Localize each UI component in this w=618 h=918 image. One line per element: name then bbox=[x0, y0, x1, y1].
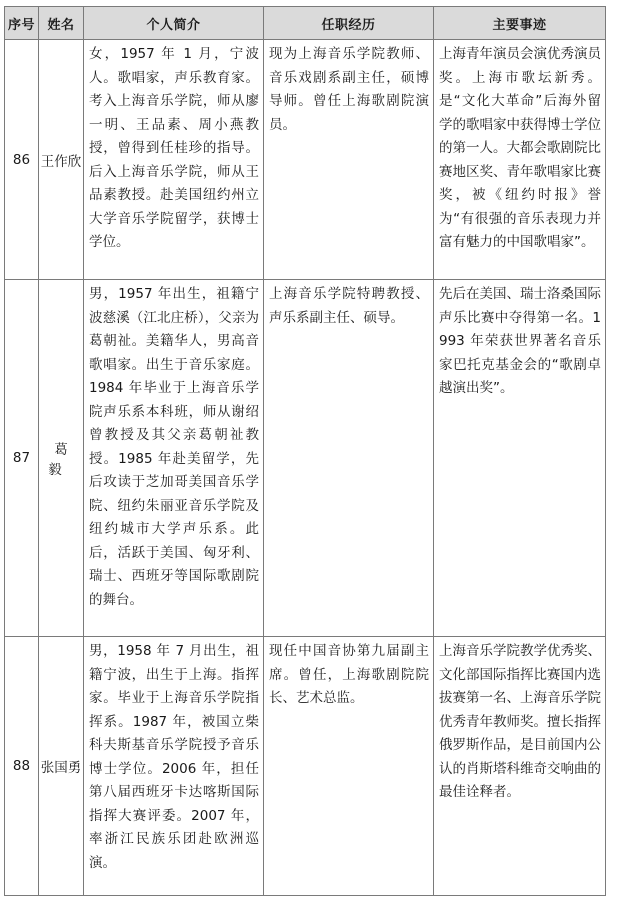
row-num: 88 bbox=[5, 637, 39, 896]
row-name: 张国勇 bbox=[39, 637, 84, 896]
row-achievements: 上海青年演员会演优秀演员奖。上海市歌坛新秀。是“文化大革命”后海外留学的歌唱家中获得博士学位的第一人。大都会歌剧院比赛地区奖、青年歌唱家比赛奖，被《纽约时报》誉为“有很强的音乐表现力并富有魅力的中国歌唱家”。 bbox=[439, 46, 601, 250]
row-name: 王作欣 bbox=[39, 40, 84, 280]
table-row bbox=[5, 40, 606, 280]
row-achievements: 先后在美国、瑞士洛桑国际声乐比赛中夺得第一名。1993 年荣获世界著名音乐家巴托克基金会的“歌剧卓越演出奖”。 bbox=[439, 286, 601, 396]
row-career: 上海音乐学院特聘教授、声乐系副主任、硕导。 bbox=[269, 286, 429, 326]
header-bio: 个人简介 bbox=[84, 7, 264, 40]
row-name: 葛 毅 bbox=[39, 280, 84, 637]
row-bio-cell bbox=[84, 637, 264, 896]
table-row bbox=[5, 637, 606, 896]
table-row bbox=[5, 280, 606, 637]
row-career-cell bbox=[264, 40, 434, 280]
row-bio-cell bbox=[84, 280, 264, 637]
row-num: 86 bbox=[5, 40, 39, 280]
row-career: 现任中国音协第九届副主席。曾任，上海歌剧院院长、艺术总监。 bbox=[269, 643, 429, 706]
row-num: 87 bbox=[5, 280, 39, 637]
row-achievements: 上海音乐学院教学优秀奖、文化部国际指挥比赛国内选拔赛第一名、上海音乐学院优秀青年教师奖。擅长指挥俄罗斯作品，是目前国内公认的肖斯塔科维奇交响曲的最佳诠释者。 bbox=[439, 643, 601, 800]
row-career: 现为上海音乐学院教师、音乐戏剧系副主任，硕博导师。曾任上海歌剧院演员。 bbox=[269, 46, 429, 133]
header-num: 序号 bbox=[5, 7, 39, 40]
header-achievements: 主要事迹 bbox=[434, 7, 606, 40]
header-career: 任职经历 bbox=[264, 7, 434, 40]
row-bio: 女，1957 年 1 月，宁波人。歌唱家，声乐教育家。考入上海音乐学院，师从廖一明、王品素、周小燕教授，曾得到任桂珍的指导。后入上海音乐学院，师从王品素教授。赴美国纽约州立大学音乐学院留学，获博士学位。 bbox=[89, 46, 259, 250]
row-bio: 男，1958 年 7 月出生，祖籍宁波，出生于上海。指挥家。毕业于上海音乐学院指挥系。1987 年，被国立柴科夫斯基音乐学院授予音乐博士学位。2006 年，担任第八届西班牙卡达喀斯国际指挥大赛评委。2007 年，率浙江民族乐团赴欧洲巡演。 bbox=[89, 643, 259, 871]
row-achievements-cell bbox=[434, 280, 606, 637]
header-name: 姓名 bbox=[39, 7, 84, 40]
biography-table bbox=[4, 6, 606, 896]
row-career-cell bbox=[264, 637, 434, 896]
row-achievements-cell bbox=[434, 40, 606, 280]
table-header-row bbox=[5, 7, 606, 40]
row-career-cell bbox=[264, 280, 434, 637]
row-bio-cell bbox=[84, 40, 264, 280]
row-bio: 男，1957 年出生，祖籍宁波慈溪（江北庄桥），父亲为葛朝祉。美籍华人，男高音歌唱家。出生于音乐家庭。1984 年毕业于上海音乐学院声乐系本科班，师从谢绍曾教授及其父亲葛朝祉教授。1985 年赴美留学，先后攻读于芝加哥美国音乐学院、纽约朱丽亚音乐学院及纽约城市大学声乐系。此后，活跃于美国、匈牙利、瑞士、西班牙等国际歌剧院的舞台。 bbox=[89, 286, 259, 608]
row-achievements-cell bbox=[434, 637, 606, 896]
